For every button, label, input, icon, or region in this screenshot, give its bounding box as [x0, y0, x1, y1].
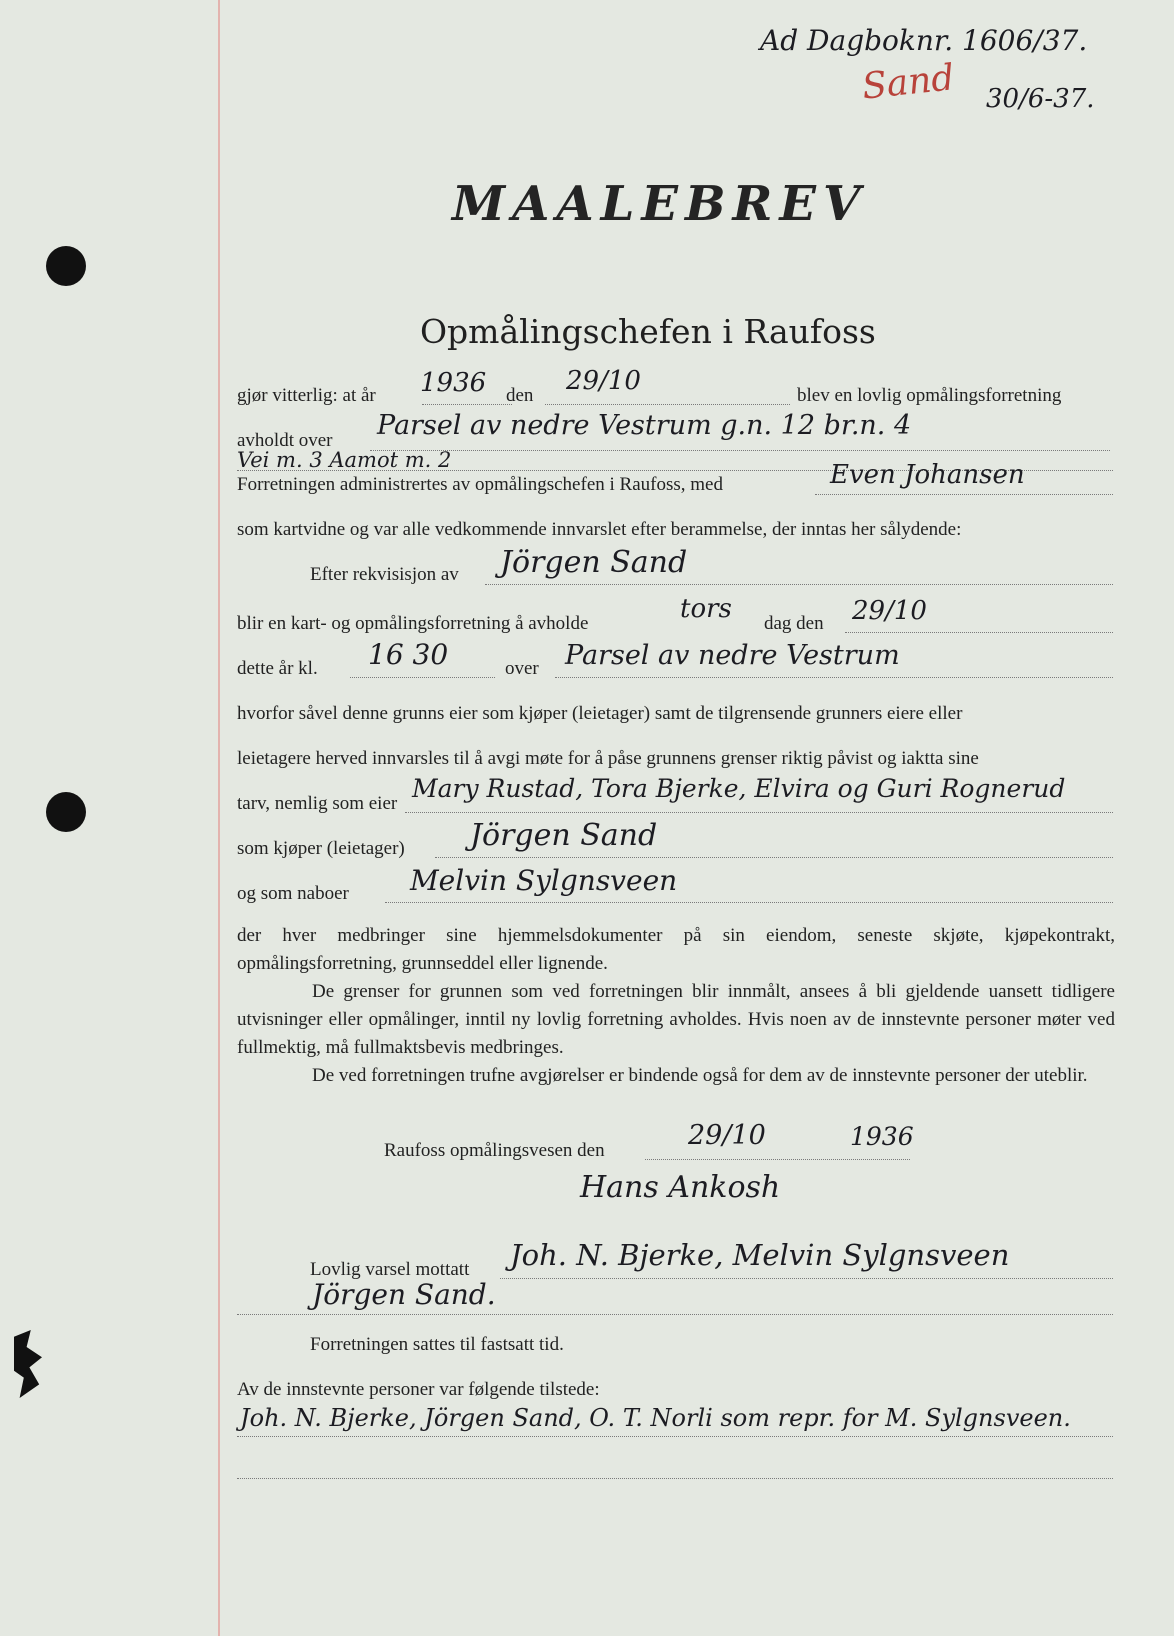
hand-vei: Vei m. 3 Aamot m. 2	[237, 448, 452, 472]
line2-lead: avholdt over	[237, 430, 333, 451]
hand-date-2: 29/10	[852, 596, 927, 626]
hand-naboer: Melvin Sylgnsveen	[410, 864, 678, 897]
dotted-line	[555, 677, 1113, 678]
line11-lead: tarv, nemlig som eier	[237, 793, 398, 814]
dotted-line	[435, 857, 1113, 858]
signature: Hans Ankosh	[580, 1170, 781, 1205]
line9: hvorfor såvel denne grunns eier som kjøper (leietager) samt de tilgrensende grunners eiere eller	[237, 703, 963, 724]
line8-lead: dette år kl.	[237, 658, 318, 679]
dotted-line	[350, 677, 495, 678]
dotted-line	[485, 584, 1113, 585]
hand-day: tors	[680, 594, 732, 624]
torn-edge	[14, 1330, 42, 1398]
line8-mid: over	[505, 658, 539, 679]
line6-lead: Efter rekvisisjon av	[310, 564, 459, 585]
tilstede-lead: Av de innstevnte personer var følgende tilstede:	[237, 1379, 600, 1400]
hand-kartvidne: Even Johansen	[830, 460, 1025, 490]
place-year: 1936	[850, 1122, 914, 1151]
hand-varsel-1: Joh. N. Bjerke, Melvin Sylgnsveen	[510, 1238, 1010, 1272]
dotted-line	[237, 1314, 1113, 1315]
hand-parsel: Parsel av nedre Vestrum g.n. 12 br.n. 4	[377, 410, 912, 441]
line1-lead: gjør vitterlig: at år	[237, 385, 376, 406]
paragraph-avgjorelser: De ved forretningen trufne avgjørelser er bindende også for dem av de innstevnte personer der uteblir.	[312, 1065, 1088, 1086]
dotted-line	[545, 404, 790, 405]
dotted-line	[370, 450, 1110, 451]
hand-rekvirent: Jörgen Sand	[500, 545, 688, 580]
fastsatt-text: Forretningen sattes til fastsatt tid.	[310, 1334, 564, 1355]
document-subtitle: Opmålingschefen i Raufoss	[420, 312, 876, 351]
dotted-line	[645, 1159, 910, 1160]
line4-lead: Forretningen administrertes av opmålingschefen i Raufoss, med	[237, 474, 723, 495]
dotted-line	[422, 404, 512, 405]
dotted-line	[405, 812, 1113, 813]
line1-den: den	[506, 385, 534, 406]
hand-date: 29/10	[566, 366, 641, 396]
line5: som kartvidne og var alle vedkommende innvarslet efter berammelse, der inntas her sålydende:	[237, 519, 962, 540]
hand-tilstede: Joh. N. Bjerke, Jörgen Sand, O. T. Norli som repr. for M. Sylgnsveen.	[240, 1404, 1071, 1432]
dotted-line	[385, 902, 1113, 903]
dotted-line	[500, 1278, 1113, 1279]
margin-rule	[218, 0, 220, 1636]
hand-year: 1936	[420, 368, 487, 398]
hand-kjoper: Jörgen Sand	[470, 818, 658, 853]
place-lead: Raufoss opmålingsvesen den	[384, 1140, 605, 1161]
document-title: MAALEBREV	[452, 176, 868, 232]
hand-eiere: Mary Rustad, Tora Bjerke, Elvira og Guri Rognerud	[412, 774, 1066, 803]
line7-mid: dag den	[764, 613, 824, 634]
punch-hole-top	[46, 246, 86, 286]
dotted-line	[237, 1436, 1113, 1437]
red-date-annotation: 30/6-37.	[986, 84, 1095, 114]
hand-over: Parsel av nedre Vestrum	[565, 640, 900, 671]
varsel-lead: Lovlig varsel mottatt	[310, 1259, 470, 1280]
line10: leietagere herved innvarsles til å avgi møte for å påse grunnens grenser riktig påvist og iaktta sine	[237, 748, 979, 769]
paragraph-grenser: De grenser for grunnen som ved forretningen blir innmålt, ansees å bli gjeldende uansett tidligere utvisninger eller opmålinger, inntil ny lovlig forretning avholdes. Hvis noen av de innstevnte personer møter ved fullmektig, må fullmaktsbevis medbringes.	[237, 981, 1115, 1058]
dotted-line	[237, 1478, 1113, 1479]
line13-lead: og som naboer	[237, 883, 349, 904]
dagbok-reference: Ad Dagboknr. 1606/37.	[760, 24, 1088, 57]
dotted-line	[845, 632, 1113, 633]
line12-lead: som kjøper (leietager)	[237, 838, 405, 859]
hand-varsel-2: Jörgen Sand.	[312, 1278, 496, 1311]
line7-lead: blir en kart- og opmålingsforretning å avholde	[237, 613, 589, 634]
paragraph-hjemmel: der hver medbringer sine hjemmelsdokumenter på sin eiendom, seneste skjøte, kjøpekontrakt, opmålingsforretning, grunnseddel eller lignende.	[237, 925, 1115, 974]
red-name-annotation: Sand	[860, 57, 957, 108]
line1-tail: blev en lovlig opmålingsforretning	[797, 385, 1062, 406]
hand-place-date: 29/10	[688, 1120, 766, 1151]
dotted-line	[815, 494, 1113, 495]
punch-hole-middle	[46, 792, 86, 832]
hand-time: 16 30	[368, 638, 449, 671]
